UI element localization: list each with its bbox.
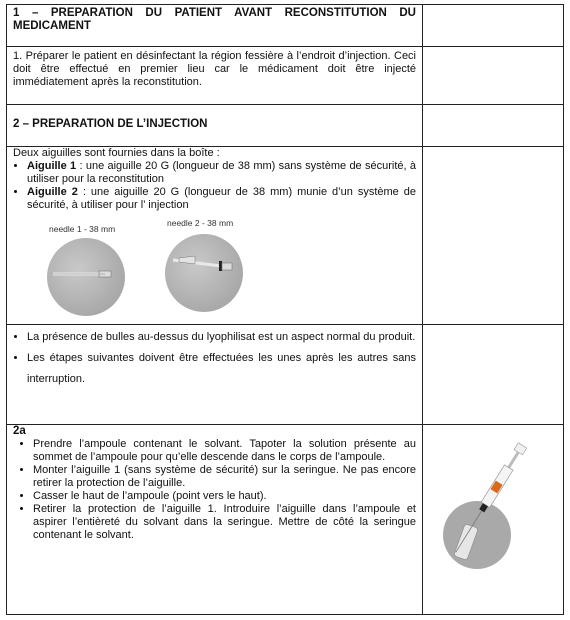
syringe-ampoule-image — [429, 425, 545, 609]
needle-2-label: needle 2 - 38 mm — [167, 218, 234, 228]
section-1-text: 1. Préparer le patient en désinfectant la région fessière à l’endroit d’injection. Ceci doit être effectué en premier lieu car le médicament doit être injecté immédiatement après la reconstitution. — [13, 50, 416, 88]
right-cell-4 — [423, 147, 564, 325]
step-2a-item-1: • Prendre l’ampoule contenant le solvant. Tapoter la solution présente au sommet de l’ampoule pour qu’elle descende dans le corps de l’ampoule. — [33, 438, 416, 464]
needle-2-item — [27, 186, 416, 212]
step-2a-item-3: • Casser le haut de l’ampoule (point vers le haut). — [33, 490, 416, 503]
section-2-title: 2 – PREPARATION DE L’INJECTION — [13, 118, 208, 130]
needle-1-item — [27, 160, 416, 186]
instruction-table — [6, 4, 564, 615]
syringe-illustration-cell — [423, 425, 564, 615]
step-2a-item-4: • Retirer la protection de l’aiguille 1. Introduire l’aiguille dans l’ampoule et aspirer l’entièreté du solvant dans la seringue. Mettre de côté la seringue contenant le solvant. — [33, 503, 416, 542]
needle-2-desc: : une aiguille 20 G (longueur de 38 mm) munie d’un système de sécurité, à utiliser pour l’ injection — [27, 186, 417, 211]
right-cell-1 — [423, 5, 564, 47]
note-bubbles: • La présence de bulles au-dessus du lyophilisat est un aspect normal du produit. — [27, 327, 416, 348]
needle-1-label: needle 1 - 38 mm — [49, 224, 116, 234]
section-2-header-cell — [7, 105, 423, 147]
needle-1-name: Aiguille 1 — [27, 160, 77, 172]
note-sequence: • Les étapes suivantes doivent être effectuées les unes après les autres sans interruption. — [27, 348, 416, 390]
needles-cell — [7, 147, 423, 325]
right-cell-3 — [423, 105, 564, 147]
needle-2-image — [165, 234, 243, 312]
step-2a-title: 2a — [13, 425, 26, 437]
notes-cell — [7, 325, 423, 425]
needle-1-image — [47, 238, 125, 316]
needle-2-name: Aiguille 2 — [27, 186, 78, 198]
step-2a-item-2: • Monter l’aiguille 1 (sans système de sécurité) sur la seringue. Ne pas encore retirer la protection de l’aiguille. — [33, 464, 416, 490]
section-1-title: 1 – PREPARATION DU PATIENT AVANT RECONSTITUTION DU MEDICAMENT — [13, 7, 416, 32]
section-1-header-cell — [7, 5, 423, 47]
section-1-body-cell — [7, 47, 423, 105]
needles-intro: Deux aiguilles sont fournies dans la boîte : — [13, 147, 220, 159]
step-2a-cell — [7, 425, 423, 615]
needle-1-desc: : une aiguille 20 G (longueur de 38 mm) sans système de sécurité, à utiliser pour la reconstitution — [27, 160, 416, 185]
needles-figure — [13, 212, 416, 306]
right-cell-2 — [423, 47, 564, 105]
right-cell-5 — [423, 325, 564, 425]
